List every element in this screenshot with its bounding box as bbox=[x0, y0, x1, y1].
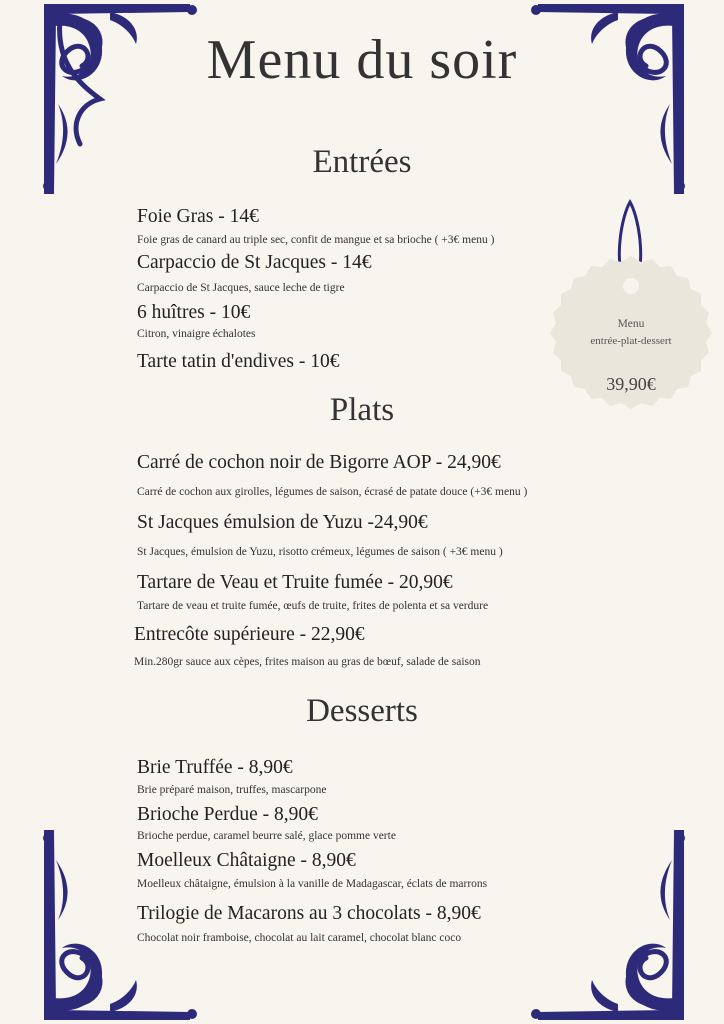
menu-item-description: Min.280gr sauce aux cèpes, frites maison au gras de bœuf, salade de saison bbox=[134, 656, 481, 668]
menu-item-name: Brioche Perdue - 8,90€ bbox=[137, 804, 318, 825]
page-title: Menu du soir bbox=[206, 29, 518, 91]
menu-item-description: St Jacques, émulsion de Yuzu, risotto crémeux, légumes de saison ( +3€ menu ) bbox=[137, 546, 503, 558]
menu-item-description: Moelleux châtaigne, émulsion à la vanille de Madagascar, éclats de marrons bbox=[137, 878, 488, 890]
tag-label: Menu bbox=[617, 318, 645, 330]
tag-sublabel: entrée-plat-dessert bbox=[590, 335, 672, 347]
menu-item-description: Foie gras de canard au triple sec, confit de mangue et sa brioche ( +3€ menu ) bbox=[137, 234, 495, 246]
menu-item-description: Chocolat noir framboise, chocolat au lait caramel, chocolat blanc coco bbox=[137, 932, 462, 944]
menu-item-description: Carpaccio de St Jacques, sauce leche de tigre bbox=[137, 282, 345, 294]
section-title-plats: Plats bbox=[329, 392, 395, 428]
menu-item-name: Entrecôte supérieure - 22,90€ bbox=[134, 624, 365, 645]
menu-item-description: Carré de cochon aux girolles, légumes de saison, écrasé de patate douce (+3€ menu ) bbox=[137, 486, 528, 498]
menu-item-description: Brioche perdue, caramel beurre salé, glace pomme verte bbox=[137, 830, 396, 842]
section-title-desserts: Desserts bbox=[306, 693, 418, 729]
menu-item-name: Trilogie de Macarons au 3 chocolats - 8,90€ bbox=[137, 903, 481, 924]
menu-item-name: Foie Gras - 14€ bbox=[137, 206, 259, 227]
menu-item-name: 6 huîtres - 10€ bbox=[137, 302, 251, 323]
menu-item-name: Tarte tatin d'endives - 10€ bbox=[137, 351, 340, 372]
tag-price: 39,90€ bbox=[606, 374, 656, 394]
menu-item-name: St Jacques émulsion de Yuzu -24,90€ bbox=[137, 512, 428, 533]
menu-item-description: Citron, vinaigre échalotes bbox=[137, 328, 256, 340]
menu-item-name: Moelleux Châtaigne - 8,90€ bbox=[137, 850, 356, 871]
menu-item-description: Tartare de veau et truite fumée, œufs de truite, frites de polenta et sa verdure bbox=[137, 600, 489, 612]
corner-ornament-bottom-right-icon bbox=[528, 820, 688, 1020]
section-title-entrees: Entrées bbox=[312, 144, 412, 180]
menu-item-description: Brie préparé maison, truffes, mascarpone bbox=[137, 784, 327, 796]
menu-item-name: Carpaccio de St Jacques - 14€ bbox=[137, 252, 372, 273]
menu-item-name: Brie Truffée - 8,90€ bbox=[137, 757, 293, 778]
menu-item-name: Tartare de Veau et Truite fumée - 20,90€ bbox=[137, 572, 453, 593]
menu-item-name: Carré de cochon noir de Bigorre AOP - 24,90€ bbox=[137, 452, 501, 473]
